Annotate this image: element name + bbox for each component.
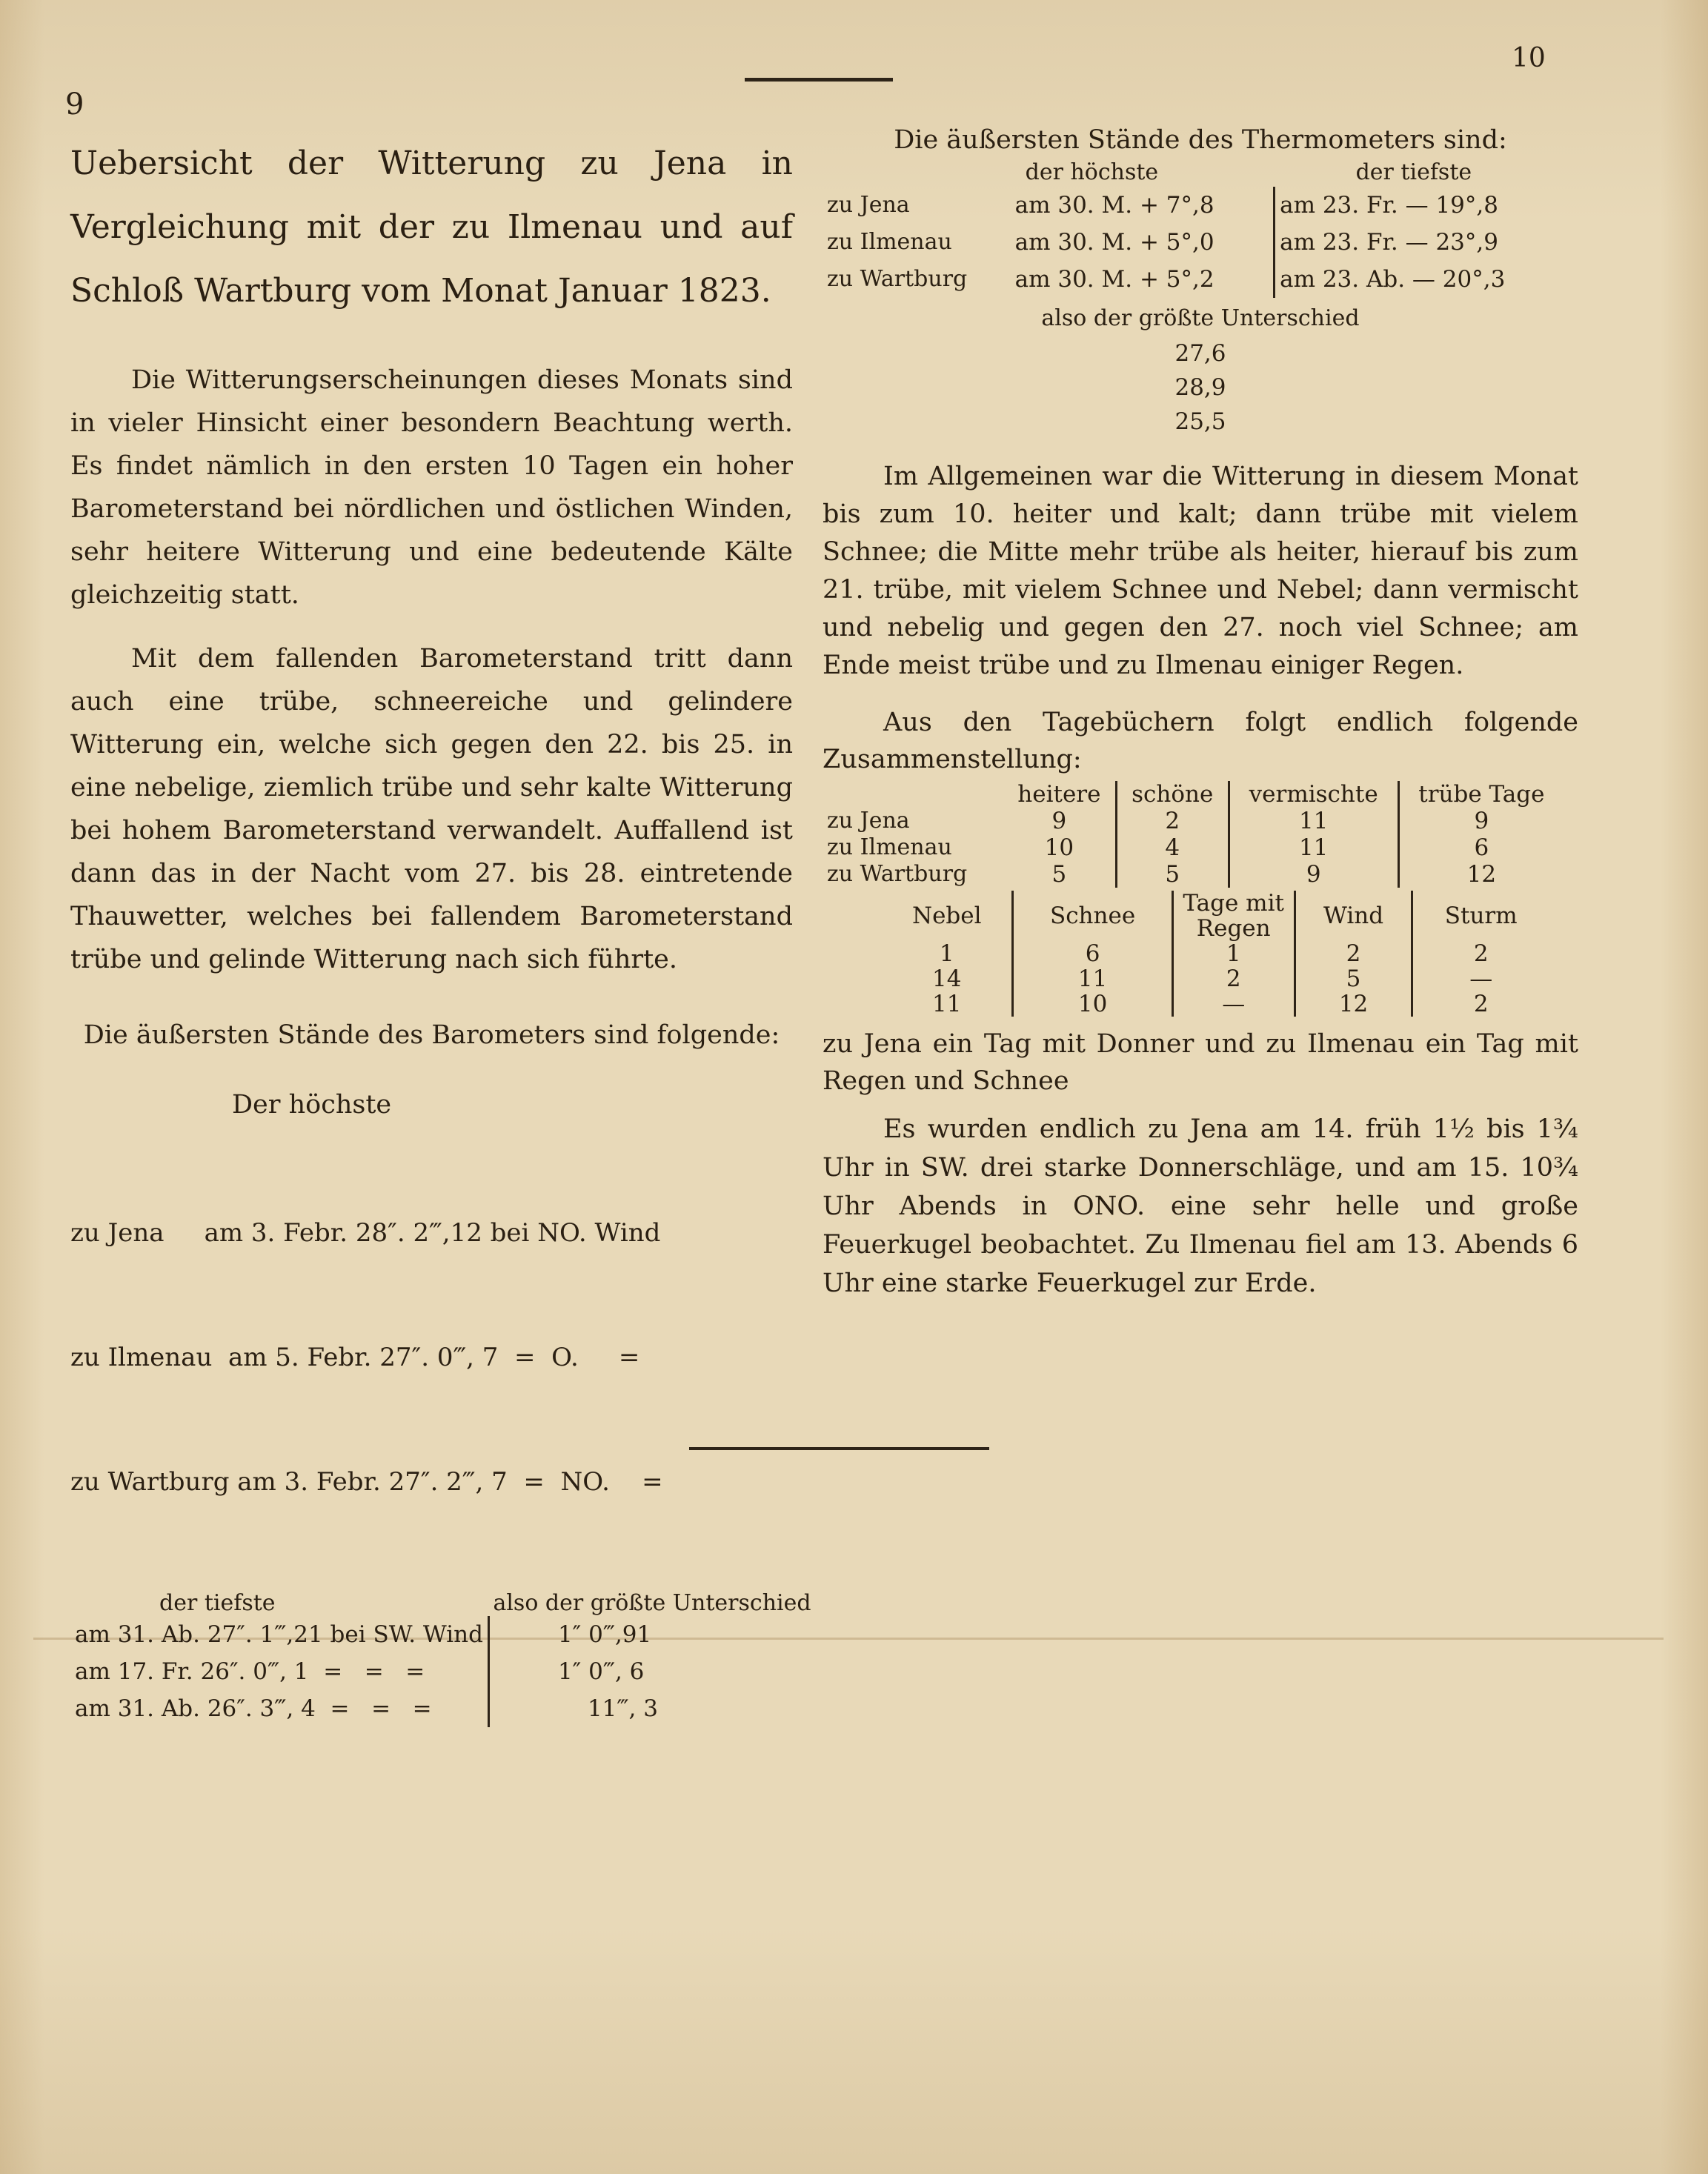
table-row: [823, 808, 1564, 834]
table-cell: 10: [1013, 991, 1172, 1017]
table-row: [70, 1653, 816, 1690]
barometer-lowest-value: am 17. Fr. 26″. 0‴, 1 = = =: [70, 1653, 488, 1690]
table-cell: 10: [1003, 834, 1116, 861]
table-header-row: [823, 781, 1564, 808]
page-number-right: 10: [1512, 43, 1546, 73]
table-cell: 2: [1473, 991, 1489, 1017]
thermometer-diff-list: [823, 336, 1578, 439]
table-cell: 9: [1229, 861, 1398, 888]
table-header-row: [882, 891, 1549, 941]
thermometer-diff-label: also der größte Unterschied: [1041, 305, 1360, 331]
barometer-highest-label: Der höchste: [232, 1090, 392, 1120]
thermometer-high: am 30. M. + 7°,8: [1011, 187, 1275, 224]
column-header: schöne: [1116, 781, 1229, 808]
barometer-diff-value: 1″ 0‴,91: [557, 1621, 652, 1648]
table-row: [70, 1616, 816, 1653]
column-header: Schnee: [1013, 891, 1172, 941]
table-cell: 6: [1474, 834, 1489, 861]
left-column: [70, 132, 811, 1727]
thermometer-highest-label: der höchste: [1025, 159, 1159, 185]
table-cell: 2: [1172, 966, 1295, 991]
table-row: [70, 1690, 816, 1727]
table-cell: 1: [882, 941, 1013, 966]
barometer-diff-label: also der größte Unterschied: [493, 1590, 811, 1616]
column-header: [823, 781, 1003, 808]
table-cell: —: [1172, 991, 1295, 1017]
barometer-highest-row: zu Wartburg am 3. Febr. 27″. 2‴, 7 = NO. =: [70, 1467, 663, 1497]
paragraph-3: Im Allgemeinen war die Witterung in diesem Monat bis zum 10. heiter und kalt; dann trübe mit vielem Schnee; die Mitte mehr trübe als heiter, hierauf bis zum 21. trübe, mit vielem Schnee und Nebel; dann vermischt und nebelig und gegen den 27. noch viel Schnee; am Ende meist trübe und zu Ilmenau einiger Regen.: [823, 462, 1578, 680]
thermometer-lowest-label: der tiefste: [1355, 159, 1472, 185]
table-row: [882, 941, 1549, 966]
days-table-1: [823, 781, 1564, 888]
barometer-diff-value: 1″ 0‴, 6: [557, 1658, 645, 1685]
thermometer-diff: 28,9: [1174, 374, 1226, 401]
barometer-lowest-value: am 31. Ab. 26″. 3‴, 4 = = =: [70, 1690, 488, 1727]
table-cell: 14: [882, 966, 1013, 991]
table-cell: 5: [1116, 861, 1229, 888]
paragraph-2: Mit dem fallenden Barometerstand tritt dann auch eine trübe, schneereiche und gelindere Witterung ein, welche sich gegen den 22. bis 25. in eine nebelige, ziemlich trübe und sehr kalte Witterung bei hohem Barometerstand verwandelt. Auffallend ist dann das in der Nacht vom 27. bis 28. eintretende Thauwetter, welches bei fallendem Barometerstand trübe und gelinde Witterung nach sich führte.: [70, 644, 793, 974]
column-header: Wind: [1295, 891, 1412, 941]
table-cell: 5: [1295, 966, 1412, 991]
table-cell: 11: [1013, 966, 1172, 991]
table-row: [823, 834, 1564, 861]
barometer-lowest-table: [70, 1590, 816, 1727]
barometer-lowest-value: am 31. Ab. 27″. 1‴,21 bei SW. Wind: [70, 1616, 488, 1653]
table-row: [823, 224, 1571, 261]
table-cell: 12: [1295, 991, 1412, 1017]
barometer-lowest-label: der tiefste: [159, 1590, 276, 1616]
days-table-2: [882, 891, 1549, 1017]
thermometer-low: am 23. Ab. — 20°,3: [1280, 266, 1506, 293]
thermometer-diff: 25,5: [1174, 408, 1226, 435]
table-cell: 11: [882, 991, 1013, 1017]
table-cell: 9: [1003, 808, 1116, 834]
paragraph-5: zu Jena ein Tag mit Donner und zu Ilmenau ein Tag mit Regen und Schnee: [823, 1029, 1578, 1096]
thermometer-high: am 30. M. + 5°,2: [1011, 261, 1275, 298]
table-cell: 11: [1229, 834, 1398, 861]
barometer-highest-row: zu Ilmenau am 5. Febr. 27″. 0‴, 7 = O. =: [70, 1343, 640, 1372]
table-row: [823, 187, 1571, 224]
right-column: [823, 119, 1578, 1303]
table-cell: 2: [1295, 941, 1412, 966]
top-rule: [745, 78, 893, 82]
table-cell: 11: [1229, 808, 1398, 834]
thermometer-heading: Die äußersten Stände des Thermometers sind:: [894, 125, 1507, 155]
table-cell: 2: [1473, 940, 1489, 967]
table-cell: —: [1469, 965, 1493, 992]
table-cell: 6: [1013, 941, 1172, 966]
barometer-highest-row: zu Jena am 3. Febr. 28″. 2‴,12 bei NO. Wind: [70, 1218, 661, 1248]
table-cell: 9: [1474, 808, 1489, 834]
page-title: Uebersicht der Witterung zu Jena in Vergleichung mit der zu Ilmenau und auf Schloß Wartburg vom Monat Januar 1823.: [70, 144, 793, 310]
paragraph-4: Aus den Tagebüchern folgt endlich folgende Zusammenstellung:: [823, 708, 1578, 774]
thermometer-place: zu Jena: [827, 192, 910, 218]
column-header: heitere: [1003, 781, 1116, 808]
table-cell: 2: [1116, 808, 1229, 834]
table-cell: 1: [1172, 941, 1295, 966]
barometer-highest-list: [70, 1129, 793, 1586]
thermometer-low: am 23. Fr. — 19°,8: [1280, 192, 1498, 219]
thermometer-place: zu Wartburg: [827, 266, 968, 292]
thermometer-high: am 30. M. + 5°,0: [1011, 224, 1275, 261]
barometer-diff-value: 11‴, 3: [587, 1695, 658, 1722]
page-number-left: 9: [65, 87, 84, 122]
thermometer-low: am 23. Fr. — 23°,9: [1280, 229, 1498, 256]
table-cell: zu Ilmenau: [827, 834, 952, 860]
table-row: [882, 991, 1549, 1017]
table-cell: 12: [1466, 861, 1497, 888]
column-header: Sturm: [1444, 902, 1518, 929]
table-cell: zu Wartburg: [827, 861, 968, 887]
table-row: [882, 966, 1549, 991]
column-header: trübe Tage: [1418, 781, 1545, 808]
thermometer-diff: 27,6: [1174, 340, 1226, 367]
barometer-heading: Die äußersten Stände des Barometers sind folgende:: [83, 1020, 780, 1050]
table-row: [823, 861, 1564, 888]
thermometer-place: zu Ilmenau: [827, 229, 952, 255]
table-cell: 5: [1003, 861, 1116, 888]
thermometer-table: [823, 159, 1571, 298]
column-header: vermischte: [1229, 781, 1398, 808]
table-cell: 4: [1116, 834, 1229, 861]
column-header: Tage mit Regen: [1172, 891, 1295, 941]
table-cell: zu Jena: [827, 808, 910, 834]
paragraph-1: Die Witterungserscheinungen dieses Monats sind in vieler Hinsicht einer besondern Beachtung werth. Es findet nämlich in den ersten 10 Tagen ein hoher Barometerstand bei nördlichen und östlichen Winden, sehr heitere Witterung und eine bedeutende Kälte gleichzeitig statt.: [70, 365, 793, 610]
table-row: [823, 261, 1571, 298]
column-header: Nebel: [882, 891, 1013, 941]
paragraph-6: Es wurden endlich zu Jena am 14. früh 1½ bis 1¾ Uhr in SW. drei starke Donnerschläge, und am 15. 10¾ Uhr Abends in ONO. eine sehr helle und große Feuerkugel beobachtet. Zu Ilmenau fiel am 13. Abends 6 Uhr eine starke Feuerkugel zur Erde.: [823, 1114, 1578, 1298]
